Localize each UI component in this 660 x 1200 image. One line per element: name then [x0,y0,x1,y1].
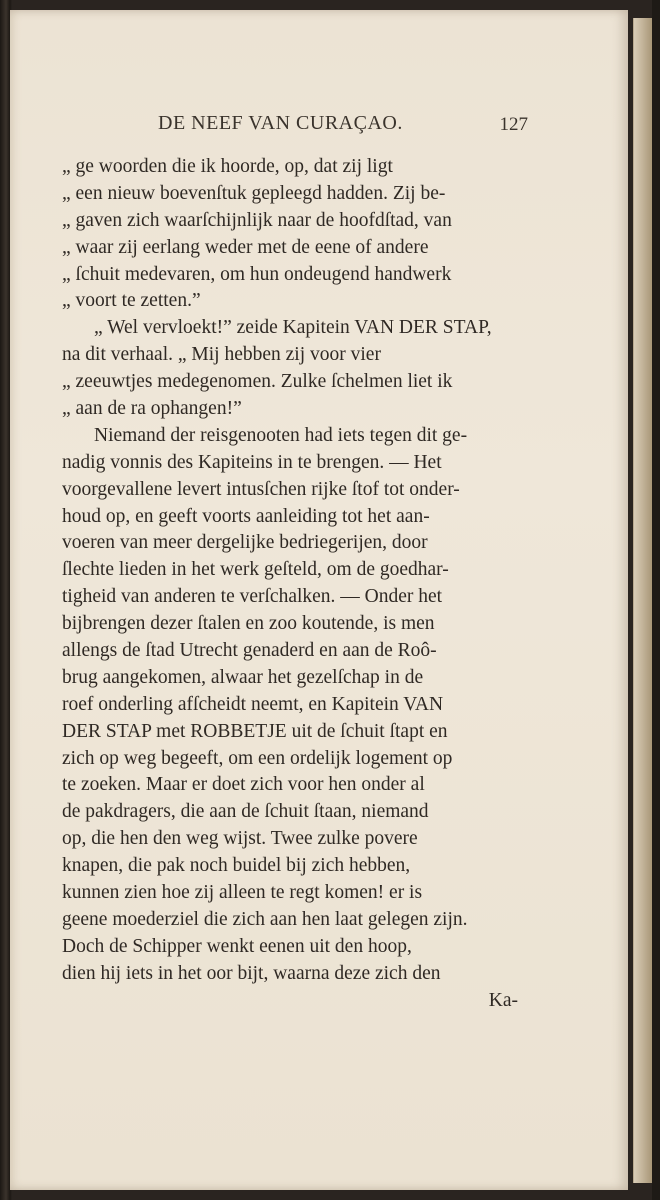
text-line: kunnen zien hoe zij alleen te regt komen! er is [62,882,423,904]
text-line: op, die hen den weg wijst. Twee zulke povere [62,828,418,850]
text-line: voorgevallene levert intusſchen rijke ſtof tot onder- [62,478,460,500]
text-line: nadig vonnis des Kapiteins in te brengen. — Het [62,451,442,473]
catchword: Ka- [488,989,518,1011]
text-line: geene moederziel die zich aan hen laat gelegen zijn. [62,908,468,930]
text-line: voeren van meer dergelijke bedriegerijen, door [62,532,428,554]
text-line: de pakdragers, die aan de ſchuit ſtaan, niemand [62,801,429,823]
text-line: „ een nieuw boevenſtuk gepleegd hadden. Zij be- [62,182,446,204]
text-line: tigheid van anderen te verſchalken. — Onder het [62,586,443,608]
page-number: 127 [499,114,528,135]
text-line: „ gaven zich waarſchijnlijk naar de hoofdſtad, van [62,209,452,231]
scan-border [652,0,660,1200]
text-line: zich op weg begeeft, om een ordelijk logement op [62,747,453,769]
text-line: „ voort te zetten.” [62,290,201,312]
running-head: DE NEEF VAN CURAÇAO. [158,112,403,134]
text-line: roef onderling afſcheidt neemt, en Kapitein VAN [62,693,444,715]
text-line: „ ge woorden die ik hoorde, op, dat zij ligt [62,156,393,177]
text-line: na dit verhaal. „ Mij hebben zij voor vier [62,344,381,366]
text-line: DER STAP met ROBBETJE uit de ſchuit ſtapt en [62,720,448,742]
text-line: bijbrengen dezer ſtalen en zoo koutende, is men [62,613,435,635]
text-line: „ waar zij eerlang weder met de eene of andere [62,236,429,258]
text-line: knapen, die pak noch buidel bij zich hebben, [62,855,411,877]
text-line: „ ſchuit medevaren, om hun ondeugend handwerk [62,263,452,285]
text-line: dien hij iets in het oor bijt, waarna deze zich den [62,962,441,984]
text-line: te zoeken. Maar er doet zich voor hen onder al [62,774,425,796]
body-text [62,154,518,1015]
text-line: ſlechte lieden in het werk geſteld, om de goedhar- [62,559,449,581]
book-page [10,10,628,1190]
page-edge [633,18,652,1183]
text-line: houd op, en geeft voorts aanleiding tot het aan- [62,505,430,527]
text-line: „ aan de ra ophangen!” [62,398,242,420]
text-line: „ zeeuwtjes medegenomen. Zulke ſchelmen liet ik [62,371,453,393]
text-line: „ Wel vervloekt!” zeide Kapitein VAN DER STAP, [94,317,492,339]
text-line: Doch de Schipper wenkt eenen uit den hoop, [62,935,412,957]
text-line: allengs de ſtad Utrecht genaderd en aan de Roô- [62,640,437,662]
text-line: Niemand der reisgenooten had iets tegen dit ge- [94,424,468,446]
text-line: brug aangekomen, alwaar het gezelſchap in de [62,666,424,688]
